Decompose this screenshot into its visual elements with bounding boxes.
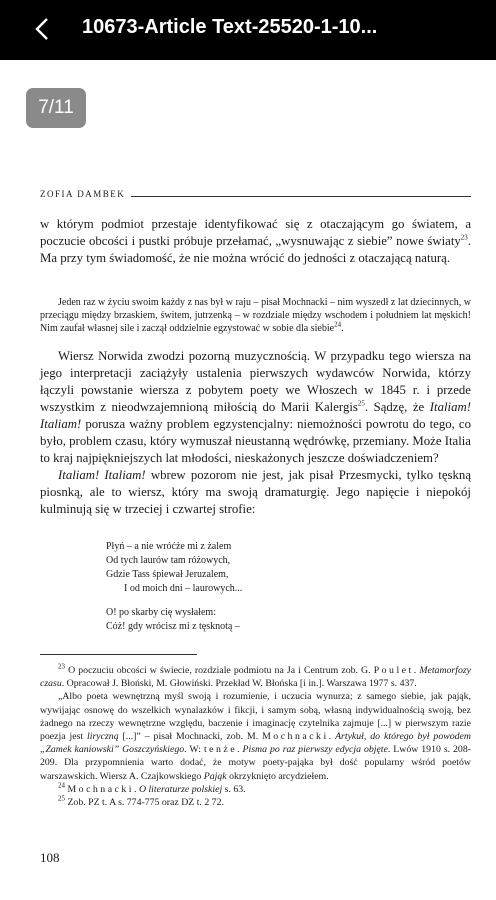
block-quote: Jeden raz w życiu swoim każdy z nas był w raju – pisał Mochnacki – nim wyszedł z lat dziecinnych, w przeciągu między brzaskiem, świtem, jutrzenką – w rozdziale między wschodem i południem lat męskich! Nim zaufał własnej sile i zaczął oddzielnie egzystować w sobie dla siebie$^{24}$. <box>40 297 471 334</box>
poem-line: Gdzie Tass śpiewał Jeruzalem, <box>106 569 229 580</box>
poem <box>106 540 406 634</box>
footnotes <box>40 664 471 809</box>
top-bar <box>0 0 496 60</box>
document-title: 10673-Article Text-25520-1-10... <box>82 16 378 38</box>
footnote-24: $^{24}$ Mochnacki. O literaturze polskiej s. 63. <box>58 781 246 795</box>
back-arrow-icon[interactable] <box>30 16 56 42</box>
paragraph-3: Italiam! Italiam! wbrew pozorom nie jest, jak pisał Przesmycki, tylko tęskną piosnką, ale to wiersz, który ma swoją dramaturgię. Jego napięcie i niepokój kulminują się w trzeciej i czwartej strofie: <box>40 468 471 516</box>
footnote-rule <box>40 654 197 655</box>
running-head-author: ZOFIA DAMBEK <box>40 189 131 199</box>
footnote-ref-23[interactable]: 23 <box>460 233 468 242</box>
poem-line: Od tych laurów tam różowych, <box>106 555 231 566</box>
footnote-23: $^{23}$ O poczuciu obcości w świecie, rozdziale podmiotu na Ja i Centrum zob. G. Poulet. Metamorfozy czasu. Opracował J. Błoński, M. Głowiński. Przekład W. Błońska [i in.]. Warszawa 1977 s. 437. <box>40 662 472 690</box>
page-number: 108 <box>40 850 60 865</box>
paragraph-2: Wiersz Norwida zwodzi pozorną muzycznością. W przypadku tego wiersza na jego interpretacji zaciążyły ustalenia pierwszych wydawców Norwida, którzy łączyli powstanie wiersza z pobytem poety we Włoszech w 1845 r. i przede wszystkim z nieodwzajemnioną miłością do Marii Kalergis$^{25}$. Sądzę, że Italiam! Italiam! porusza ważny problem egzystencjalny: niemożności powrotu do tego, co było, problem czasu, który wymuszał nieustanną wędrówkę, przemiany. Może Italia to kraj najpiękniejszych lat młodości, nieskażonych jeszcze doświadczeniem? Italiam! Italiam! wbrew pozorom nie jest, jak pisał Przesmycki, tylko tęskną piosnką, ale to wiersz, który ma swoją dramaturgię. Jego napięcie i niepokój kulminują się w trzeciej i czwartej strofie: <box>40 349 471 516</box>
footnote-ref-25[interactable]: 25 <box>357 399 365 408</box>
poem-line: O! po skarby cię wysłałem: <box>106 607 216 618</box>
poem-line: Płyń – a nie wróćże mi z żalem <box>106 541 232 552</box>
running-head <box>40 189 471 203</box>
footnote-ref-24[interactable]: 24 <box>334 320 342 329</box>
footnote-25: $^{25}$ Zob. PZ t. A s. 774-775 oraz DZ t. 2 72. <box>58 794 224 809</box>
footnote-24-quote: „Albo poeta wewnętrzną myśl swoją i rozumienie, i uczucia wynurza; z samego siebie, jak pająk, wywijając osnowę do wszelkich wynalazków i fikcji, i samym sobą, własną indywidualnością swoją, bez żadnego na rzeczy wewnętrzne względu, baczenie i imaginację czytelnika zajmuje [...] w pierwszym razie poezja jest liryczną [...]” – pisał Mochnacki, zob. M. Mochnacki. Artykuł, do którego był powodem „Zamek kaniowski” Goszczyńskiego. W: tenże. Pisma po raz pierwszy edycja objęte. Lwów 1910 s. 208-209. Dla przypomnienia warto dodać, że motyw poety-pająka był dość popularny wśród poetów warszawskich. Wiersz A. Czajkowskiego Pająk okrzyknięto arcydziełem. <box>40 691 471 782</box>
poem-line: I od moich dni – laurowych... <box>124 583 243 594</box>
paragraph-1: w którym podmiot przestaje identyfikować się z otaczającym go światem, a poczucie obcości i pustki próbuje przełamać, „wysnuwając z siebie” nowe światy$^{23}$. Ma przy tym świadomość, że nie można wrócić do jedności z otaczającą naturą. <box>40 217 471 265</box>
poem-line: Cóż! gdy wrócisz mi z tęsknotą – <box>106 621 240 632</box>
page-indicator: 7/11 <box>26 88 86 128</box>
